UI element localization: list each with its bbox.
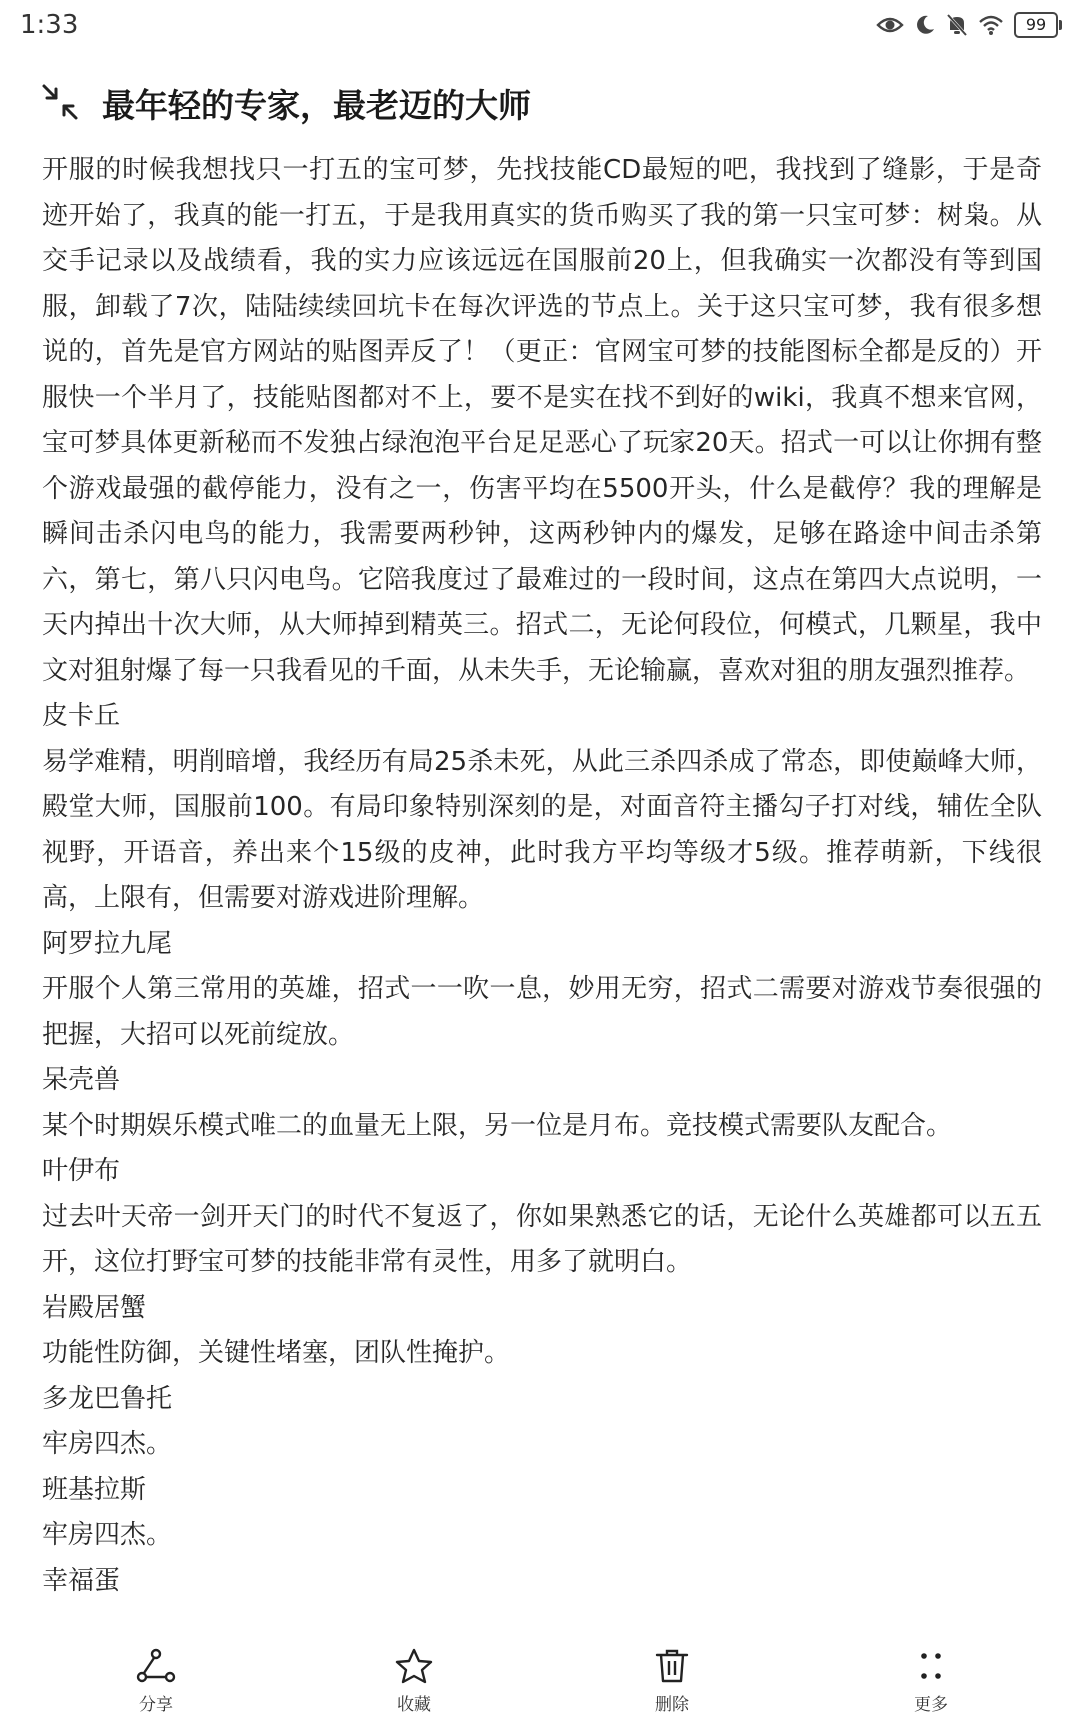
paragraph: 牢房四杰。 (42, 1429, 173, 1459)
paragraph: 开服个人第三常用的英雄，招式一一吹一息，妙用无穷，招式二需要对游戏节奏很强的把握，大招可以死前绽放。 (42, 974, 1042, 1050)
paragraph: 某个时期娱乐模式唯二的血量无上限，另一位是月布。竞技模式需要队友配合。 (42, 1110, 953, 1141)
status-icons (876, 12, 1058, 38)
header (0, 68, 1080, 138)
status-bar (0, 0, 1080, 56)
status-time: 1:33 (20, 10, 79, 40)
paragraph: 幸福蛋 (42, 1565, 121, 1596)
paragraph: 过去叶天帝一剑开天门的时代不复返了，你如果熟悉它的话，无论什么英雄都可以五五开，这位打野宝可梦的技能非常有灵性，用多了就明白。 (42, 1201, 1042, 1277)
page-title: 最年轻的专家，最老迈的大师 (102, 86, 531, 125)
paragraph: 叶伊布 (42, 1156, 121, 1186)
bell-off-icon (946, 13, 968, 37)
share-label: 分享 (139, 1695, 173, 1715)
paragraph: 阿罗拉九尾 (42, 928, 173, 959)
battery-icon: 99 (1014, 12, 1058, 38)
more-button[interactable] (876, 1648, 986, 1715)
paragraph: 牢房四杰。 (42, 1520, 173, 1550)
favorite-button[interactable] (359, 1648, 469, 1715)
moon-icon (914, 14, 936, 36)
eye-icon (876, 14, 904, 36)
bottom-toolbar (0, 1640, 1080, 1728)
paragraph: 功能性防御，关键性堵塞，团队性掩护。 (42, 1338, 511, 1368)
favorite-label: 收藏 (397, 1695, 431, 1715)
delete-button[interactable] (617, 1648, 727, 1715)
note-content[interactable] (42, 148, 1042, 1630)
share-icon (101, 1648, 211, 1684)
paragraph: 皮卡丘 (42, 701, 121, 731)
more-label: 更多 (914, 1695, 948, 1715)
delete-label: 删除 (655, 1695, 689, 1715)
collapse-icon[interactable] (40, 82, 80, 122)
paragraph: 岩殿居蟹 (42, 1292, 147, 1323)
share-button[interactable] (101, 1648, 211, 1715)
paragraph: 呆壳兽 (42, 1065, 121, 1095)
paragraph: 多龙巴鲁托 (42, 1383, 173, 1414)
wifi-icon (978, 14, 1004, 36)
trash-icon (617, 1648, 727, 1684)
more-dots-icon (876, 1648, 986, 1684)
paragraph: 易学难精，明削暗增，我经历有局25杀未死，从此三杀四杀成了常态，即使巅峰大师，殿堂大师，国服前100。有局印象特别深刻的是，对面音符主播勾子打对线，辅佐全队视野，开语音，养出来个15级的皮神，此时我方平均等级才5级。推荐萌新，下线很高，上限有，但需要对游戏进阶理解。 (42, 746, 1042, 913)
paragraph: 班基拉斯 (42, 1474, 147, 1505)
paragraph: 开服的时候我想找只一打五的宝可梦，先找技能CD最短的吧，我找到了缝影，于是奇迹开始了，我真的能一打五，于是我用真实的货币购买了我的第一只宝可梦：树枭。从交手记录以及战绩看，我的实力应该远远在国服前20上，但我确实一次都没有等到国服，卸载了7次，陆陆续续回坑卡在每次评选的节点上。关于这只宝可梦，我有很多想说的，首先是官方网站的贴图弄反了！（更正：官网宝可梦的技能图标全都是反的）开服快一个半月了，技能贴图都对不上，要不是实在找不到好的wiki，我真不想来官网，宝可梦具体更新秘而不发独占绿泡泡平台足足恶心了玩家20天。招式一可以让你拥有整个游戏最强的截停能力，没有之一，伤害平均在5500开头，什么是截停？我的理解是瞬间击杀闪电鸟的能力，我需要两秒钟，这两秒钟内的爆发，足够在路途中间击杀第六，第七，第八只闪电鸟。它陪我度过了最难过的一段时间，这点在第四大点说明，一天内掉出十次大师，从大师掉到精英三。招式二，无论何段位，何模式，几颗星，我中文对狙射爆了每一只我看见的千面，从未失手，无论输赢，喜欢对狙的朋友强烈推荐。 (42, 155, 1042, 686)
star-icon (359, 1648, 469, 1684)
